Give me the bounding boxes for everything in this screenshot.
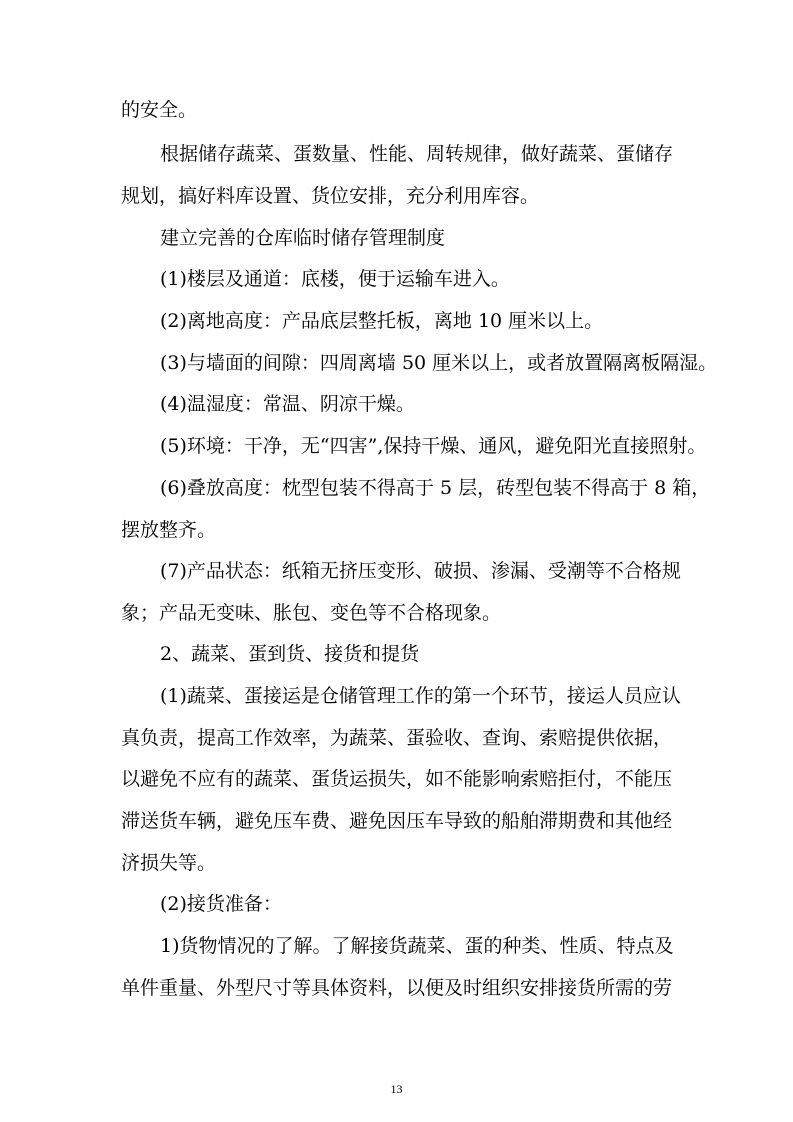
section-heading: 建立完善的仓库临时储存管理制度 <box>160 227 446 249</box>
text-line: 摆放整齐。 <box>121 519 217 541</box>
text-line: (7)产品状态：纸箱无挤压变形、破损、渗漏、受潮等不合格规 <box>160 560 681 582</box>
text-line: (4)温湿度：常温、阴凉干燥。 <box>160 393 415 415</box>
text-line: (5)环境：干净，无“四害”,保持干燥、通风，避免阳光直接照射。 <box>160 435 707 457</box>
text-line: 滞送货车辆，避免压车费、避免因压车导致的船舶滞期费和其他经 <box>121 810 673 832</box>
text-line: 以避免不应有的蔬菜、蛋货运损失，如不能影响索赔拒付，不能压 <box>121 768 673 790</box>
text-line: (3)与墙面的间隙：四周离墙 50 厘米以上，或者放置隔离板隔湿。 <box>160 352 718 374</box>
text-line: (1)楼层及通道：底楼，便于运输车进入。 <box>160 268 510 290</box>
text-line: 规划，搞好料库设置、货位安排，充分利用库容。 <box>121 185 540 207</box>
text-line: 象；产品无变味、胀包、变色等不合格现象。 <box>121 602 502 624</box>
text-line: 济损失等。 <box>121 852 217 874</box>
page-number: 13 <box>390 1082 403 1096</box>
text-line: 根据储存蔬菜、蛋数量、性能、周转规律，做好蔬菜、蛋储存 <box>160 143 674 165</box>
section-heading: 2、蔬菜、蛋到货、接货和提货 <box>160 643 420 665</box>
text-line: (1)蔬菜、蛋接运是仓储管理工作的第一个环节，接运人员应认 <box>160 685 681 707</box>
text-line: 单件重量、外型尺寸等具体资料，以便及时组织安排接货所需的劳 <box>121 977 673 999</box>
text-line: 的安全。 <box>121 99 198 121</box>
text-line: (2)接货准备： <box>160 893 282 915</box>
text-line: (6)叠放高度：枕型包装不得高于 5 层，砖型包装不得高于 8 箱， <box>160 477 711 499</box>
text-line: 真负责，提高工作效率，为蔬菜、蛋验收、查询、索赔提供依据， <box>121 727 673 749</box>
text-line: 1)货物情况的了解。了解接货蔬菜、蛋的种类、性质、特点及 <box>160 935 674 957</box>
text-line: (2)离地高度：产品底层整托板，离地 10 厘米以上。 <box>160 310 604 332</box>
